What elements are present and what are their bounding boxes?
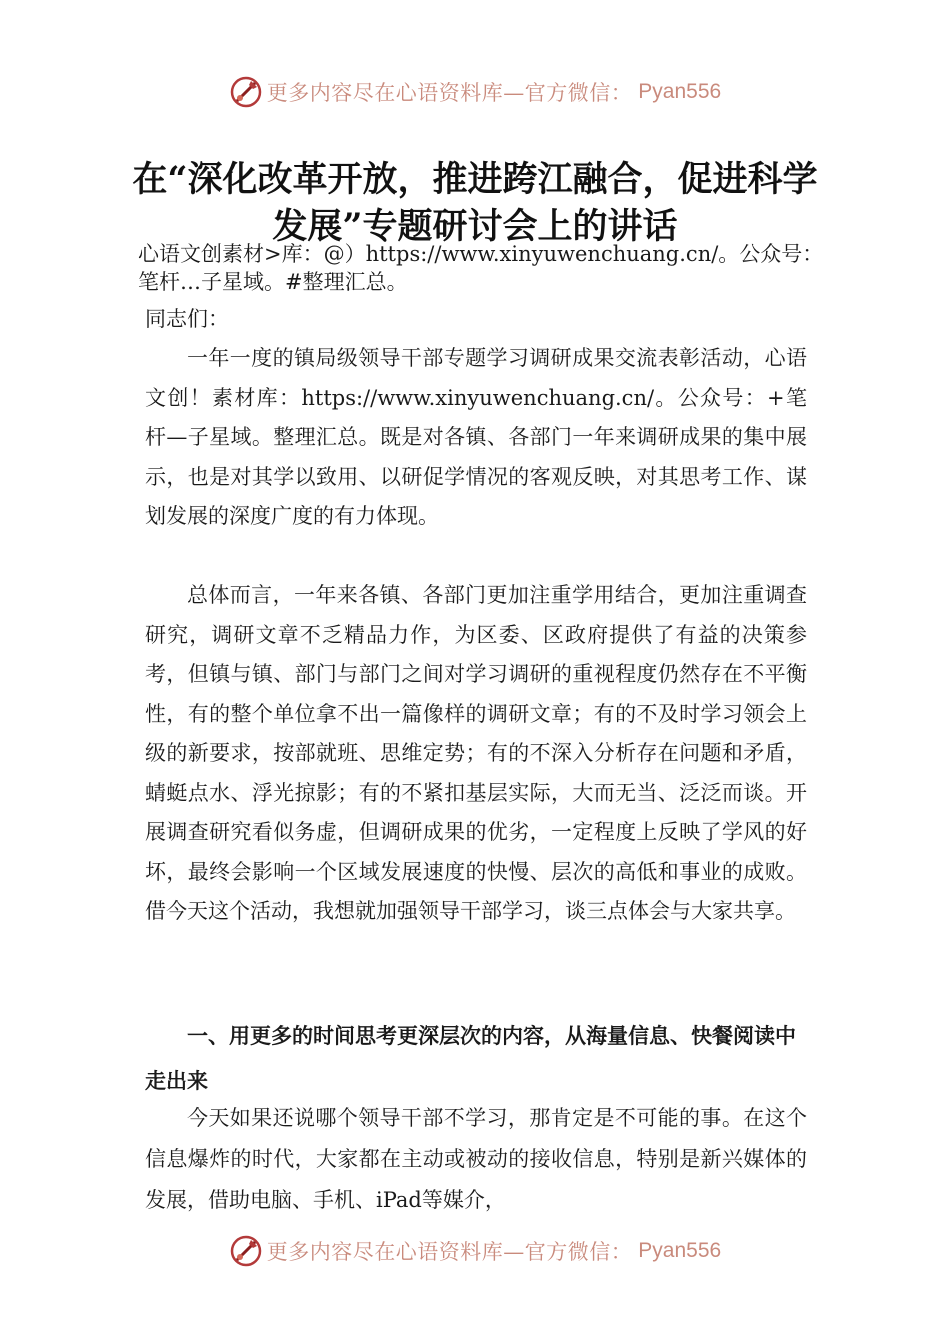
- section-heading-1: 一、用更多的时间思考更深层次的内容，从海量信息、快餐阅读中走出来: [145, 1024, 796, 1093]
- watermark-text: 更多内容尽在心语资料库—官方微信：: [266, 81, 633, 105]
- salutation: 同志们：: [145, 307, 229, 331]
- watermark-banner-top: [0, 72, 950, 112]
- watermark-banner-bottom: [0, 1231, 950, 1271]
- pen-logo-icon: [229, 75, 263, 109]
- watermark-text: 更多内容尽在心语资料库—官方微信：: [266, 1240, 633, 1264]
- paragraph-1: 一年一度的镇局级领导干部专题学习调研成果交流表彰活动，心语文创！素材库：https://www.xinyuwenchuang.cn/。公众号：+笔杆—子星域。整理汇总。既是对各镇、各部门一年来调研成果的集中展示，也是对其学以致用、以研促学情况的客观反映，对其思考工作、谋划发展的深度广度的有力体现。: [145, 346, 807, 528]
- source-line: 心语文创素材>库：@）https://www.xinyuwenchuang.cn/。公众号：笔杆…子星域。#整理汇总。: [138, 242, 824, 294]
- watermark-wechat-id: Pyan556: [638, 1239, 722, 1262]
- paragraph-2: 总体而言，一年来各镇、各部门更加注重学用结合，更加注重调查研究，调研文章不乏精品力作，为区委、区政府提供了有益的决策参考，但镇与镇、部门与部门之间对学习调研的重视程度仍然存在不平衡性，有的整个单位拿不出一篇像样的调研文章；有的不及时学习领会上级的新要求，按部就班、思维定势；有的不深入分析存在问题和矛盾，蜻蜓点水、浮光掠影；有的不紧扣基层实际，大而无当、泛泛而谈。开展调查研究看似务虚，但调研成果的优劣，一定程度上反映了学风的好坏，最终会影响一个区域发展速度的快慢、层次的高低和事业的成败。借今天这个活动，我想就加强领导干部学习，谈三点体会与大家共享。: [145, 583, 807, 923]
- pen-logo-icon: [229, 1234, 263, 1268]
- document-title: 在“深化改革开放，推进跨江融合，促进科学发展”专题研讨会上的讲话: [132, 159, 818, 247]
- watermark-wechat-id: Pyan556: [638, 80, 722, 103]
- paragraph-3: 今天如果还说哪个领导干部不学习，那肯定是不可能的事。在这个信息爆炸的时代，大家都在主动或被动的接收信息，特别是新兴媒体的发展，借助电脑、手机、iPad等媒介，: [145, 1106, 807, 1212]
